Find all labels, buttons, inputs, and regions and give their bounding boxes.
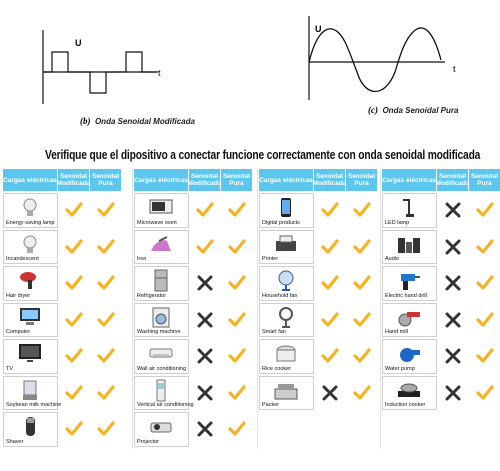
pure-check-icon	[97, 385, 115, 401]
appliance-cell	[382, 303, 437, 338]
table-row	[134, 230, 253, 265]
pure-check-icon	[97, 421, 115, 437]
column-header-pure: Senoidal Pura	[221, 169, 253, 191]
column-separator	[257, 169, 258, 449]
appliance-label: Hand mill	[385, 329, 408, 335]
appliance-label: Smart fan	[262, 329, 286, 335]
modified-cross-icon	[444, 348, 462, 364]
modified-cross-icon	[196, 275, 214, 291]
appliance-label: LED lamp	[385, 219, 410, 226]
pure-check-icon	[476, 312, 494, 328]
table-row	[259, 266, 378, 301]
drill-icon	[397, 269, 421, 292]
column-separator	[132, 169, 133, 449]
appliance-cell	[3, 230, 58, 265]
appliance-cell	[134, 193, 189, 228]
column-header-modified: Senoidal Modificada	[314, 169, 346, 191]
hair-dryer-icon	[18, 269, 42, 292]
appliance-cell	[382, 266, 437, 301]
projector-icon	[149, 415, 173, 438]
column-header-modified: Senoidal Modificada	[58, 169, 90, 191]
appliance-cell	[382, 339, 437, 374]
modified-cross-icon	[444, 239, 462, 255]
appliance-label: Packer	[262, 402, 280, 408]
table-row	[134, 303, 253, 338]
table-row	[3, 230, 122, 265]
ac-icon	[149, 342, 173, 365]
appliance-cell	[3, 193, 58, 228]
column-header-pure: Senoidal Pura	[346, 169, 378, 191]
table-row	[134, 266, 253, 301]
table-row	[3, 376, 122, 411]
appliance-label: Printer	[262, 256, 279, 262]
appliance-cell	[134, 412, 189, 447]
table-row	[382, 339, 500, 374]
pure-check-icon	[97, 202, 115, 218]
modified-check-icon	[321, 348, 339, 364]
modified-check-icon	[196, 202, 214, 218]
appliance-cell	[382, 376, 437, 411]
appliance-label: Induction cooker	[385, 402, 426, 408]
pure-check-icon	[228, 239, 246, 255]
appliance-cell	[259, 339, 314, 374]
pure-check-icon	[228, 312, 246, 328]
microwave-icon	[149, 196, 173, 219]
pure-check-icon	[228, 421, 246, 437]
modified-axis-label: U	[75, 38, 82, 48]
modified-cross-icon	[444, 202, 462, 218]
modified-check-icon	[65, 312, 83, 328]
pure-check-icon	[228, 348, 246, 364]
table-row	[134, 376, 253, 411]
appliance-label: Wall air conditioning	[137, 365, 187, 372]
tv-icon	[18, 342, 42, 365]
appliance-cell	[3, 339, 58, 374]
appliance-label: Iron	[137, 256, 147, 262]
modified-cross-icon	[196, 312, 214, 328]
table-row	[259, 230, 378, 265]
pure-check-icon	[476, 275, 494, 291]
column-header-loads: Cargas eléctricas	[259, 169, 314, 191]
table-row	[382, 266, 500, 301]
washer-icon	[149, 306, 173, 329]
appliance-label: Computer	[6, 329, 31, 335]
shaver-icon	[18, 415, 42, 438]
appliance-cell	[3, 303, 58, 338]
modified-check-icon	[321, 239, 339, 255]
smart-fan-icon	[274, 306, 298, 329]
appliance-label: Refrigerator	[137, 292, 167, 299]
pure-check-icon	[353, 385, 371, 401]
appliance-cell	[3, 412, 58, 447]
pump-icon	[397, 342, 421, 365]
table-row	[382, 230, 500, 265]
table-row	[259, 376, 378, 411]
table-row	[134, 339, 253, 374]
appliance-cell	[259, 230, 314, 265]
appliance-label: Rice cooker	[262, 365, 292, 372]
phone-icon	[274, 196, 298, 219]
tower-ac-icon	[149, 379, 173, 402]
appliance-label: Energy-saving lamp	[6, 219, 55, 226]
pure-check-icon	[353, 239, 371, 255]
appliance-label: Vertical air conditioning	[137, 402, 194, 408]
bulb-icon	[18, 233, 42, 256]
bulb-icon	[18, 196, 42, 219]
modified-tag: (b)	[80, 116, 91, 126]
modified-cross-icon	[196, 385, 214, 401]
column-header-loads: Cargas eléctricas	[134, 169, 189, 191]
pure-check-icon	[476, 348, 494, 364]
appliance-label: TV	[6, 365, 14, 372]
pure-end-label: t	[453, 64, 456, 74]
pure-check-icon	[228, 385, 246, 401]
pure-check-icon	[228, 202, 246, 218]
appliance-label: Hair dryer	[6, 292, 31, 299]
appliance-label: Audio	[385, 256, 400, 262]
appliance-cell	[134, 230, 189, 265]
modified-cross-icon	[321, 385, 339, 401]
fridge-icon	[149, 269, 173, 292]
pure-check-icon	[476, 202, 494, 218]
appliance-cell	[259, 376, 314, 411]
modified-wave-caption-row	[80, 111, 195, 129]
appliance-cell	[134, 376, 194, 411]
table-row	[382, 193, 500, 228]
pure-check-icon	[476, 385, 494, 401]
modified-check-icon	[65, 239, 83, 255]
column-header-modified: Senoidal Modificada	[189, 169, 221, 191]
iron-icon	[149, 233, 173, 256]
table-row	[134, 193, 253, 228]
column-header-pure: Senoidal Pura	[469, 169, 500, 191]
column-header-pure: Senoidal Pura	[90, 169, 122, 191]
modified-cross-icon	[196, 421, 214, 437]
column-separator	[380, 169, 381, 449]
computer-icon	[18, 306, 42, 329]
table-row	[3, 266, 122, 301]
appliance-label: Shaver	[6, 438, 24, 445]
appliance-cell	[134, 266, 189, 301]
modified-check-icon	[65, 421, 83, 437]
column-header-loads: Cargas eléctricas	[3, 169, 58, 191]
pure-wave-diagram	[295, 10, 465, 105]
modified-cross-icon	[444, 312, 462, 328]
appliance-label: Water pump	[385, 365, 415, 372]
modified-check-icon	[321, 202, 339, 218]
appliance-label: Incandescent	[6, 256, 39, 262]
appliance-label: Projector	[137, 438, 160, 445]
appliance-label: Electric hand drill	[385, 292, 427, 299]
speaker-icon	[397, 233, 421, 256]
pure-check-icon	[476, 239, 494, 255]
modified-check-icon	[65, 348, 83, 364]
modified-check-icon	[196, 239, 214, 255]
table-row	[259, 303, 378, 338]
modified-caption: Onda Senoidal Modificada	[94, 117, 195, 126]
pure-axis-label: U	[315, 24, 322, 34]
modified-check-icon	[65, 385, 83, 401]
table-row	[3, 303, 122, 338]
table-row	[3, 339, 122, 374]
appliance-cell	[134, 339, 189, 374]
table-row	[382, 376, 500, 411]
table-row	[134, 412, 253, 447]
appliance-cell	[382, 193, 437, 228]
pure-check-icon	[353, 202, 371, 218]
pure-tag: (c)	[368, 105, 378, 115]
led-lamp-icon	[397, 196, 421, 219]
appliance-cell	[134, 303, 189, 338]
fan-icon	[274, 269, 298, 292]
modified-cross-icon	[196, 348, 214, 364]
table-row	[3, 412, 122, 447]
blender-icon	[18, 379, 42, 402]
appliance-label: Digital products	[262, 219, 300, 226]
appliance-cell	[259, 193, 314, 228]
packer-icon	[274, 379, 298, 402]
pure-check-icon	[97, 312, 115, 328]
appliance-cell	[382, 230, 437, 265]
pure-check-icon	[97, 239, 115, 255]
table-row	[259, 339, 378, 374]
pure-check-icon	[97, 348, 115, 364]
modified-end-label: t	[158, 68, 161, 78]
column-header-loads: Cargas eléctricas	[382, 169, 437, 191]
modified-check-icon	[65, 275, 83, 291]
appliance-cell	[259, 303, 314, 338]
pure-check-icon	[353, 312, 371, 328]
table-row	[259, 193, 378, 228]
modified-wave-diagram	[28, 20, 168, 110]
modified-cross-icon	[444, 275, 462, 291]
appliance-label: Soybean milk machine	[6, 402, 62, 408]
induction-icon	[397, 379, 421, 402]
appliance-cell	[3, 266, 58, 301]
modified-check-icon	[321, 275, 339, 291]
pure-check-icon	[97, 275, 115, 291]
pure-wave-caption-row	[368, 100, 458, 118]
modified-check-icon	[65, 202, 83, 218]
pure-check-icon	[228, 275, 246, 291]
modified-check-icon	[321, 312, 339, 328]
printer-icon	[274, 233, 298, 256]
appliance-label: Microwave oven	[137, 219, 177, 226]
appliance-cell	[3, 376, 62, 411]
pure-check-icon	[353, 275, 371, 291]
grinder-icon	[397, 306, 421, 329]
appliance-label: Household fan	[262, 292, 298, 299]
appliance-cell	[259, 266, 314, 301]
table-row	[3, 193, 122, 228]
column-header-modified: Senoidal Modificada	[437, 169, 469, 191]
appliance-label: Washing machine	[137, 329, 181, 335]
rice-cooker-icon	[274, 342, 298, 365]
compatibility-banner: Verifique que el dipositivo a conectar funcione correctamente con onda senoidal modificada	[45, 148, 481, 162]
modified-cross-icon	[444, 385, 462, 401]
table-row	[382, 303, 500, 338]
pure-check-icon	[353, 348, 371, 364]
pure-caption: Onda Senoidal Pura	[382, 106, 459, 115]
